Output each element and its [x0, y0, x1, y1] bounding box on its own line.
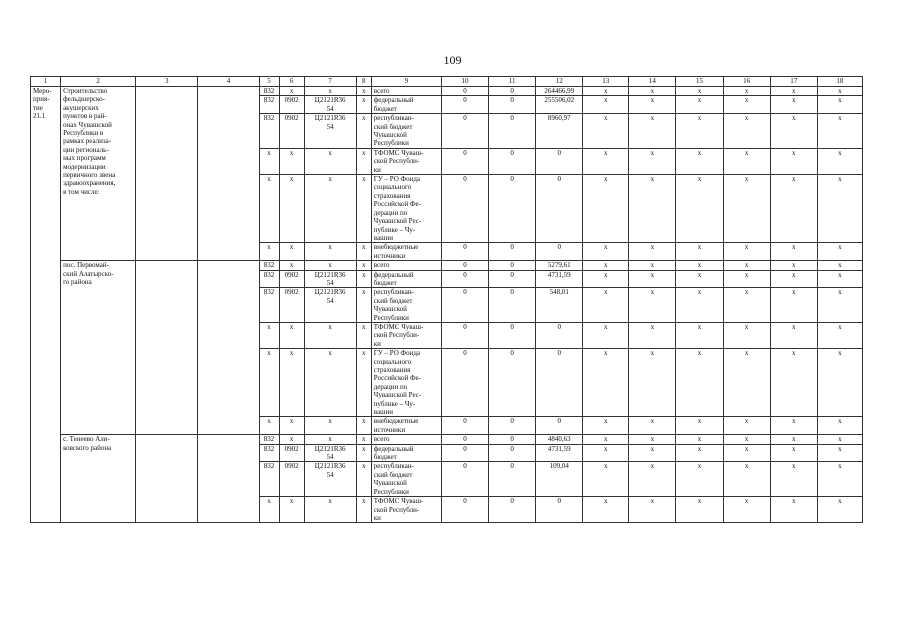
amount-col15-cell: x: [676, 497, 723, 523]
amount-col11-cell: 0: [489, 435, 536, 444]
funding-source-cell: республикан- ский бюджет Чувашской Республики: [371, 288, 441, 323]
funding-source-cell: внебюджетные источники: [371, 417, 441, 435]
column-number-18: 18: [817, 77, 862, 87]
target-article-cell: x: [304, 322, 356, 348]
amount-col18-cell: x: [817, 270, 862, 288]
column-number-1: 1: [31, 77, 61, 87]
amount-col10-cell: 0: [441, 243, 488, 261]
amount-col18-cell: x: [817, 175, 862, 243]
amount-col14-cell: x: [629, 462, 676, 497]
funding-source-cell: федеральный бюджет: [371, 96, 441, 114]
amount-col15-cell: x: [676, 114, 723, 149]
expense-type-cell: x: [356, 444, 371, 462]
amount-col11-cell: 0: [489, 462, 536, 497]
funding-source-cell: всего: [371, 87, 441, 96]
funding-source-cell: ГУ – РО Фонда социального страхования Российской Фе- дерации по Чувашской Рес- публике – Чу- вашии: [371, 175, 441, 243]
amount-col18-cell: x: [817, 243, 862, 261]
target-article-cell: x: [304, 435, 356, 444]
section-cell: x: [279, 87, 304, 96]
amount-col17-cell: x: [770, 175, 817, 243]
funding-source-cell: федеральный бюджет: [371, 270, 441, 288]
amount-col16-cell: x: [723, 270, 770, 288]
table-row: [31, 87, 863, 96]
column-number-9: 9: [371, 77, 441, 87]
amount-col10-cell: 0: [441, 417, 488, 435]
amount-col13-cell: x: [583, 497, 629, 523]
section-cell: x: [279, 175, 304, 243]
amount-col10-cell: 0: [441, 288, 488, 323]
amount-col15-cell: x: [676, 243, 723, 261]
amount-col16-cell: x: [723, 243, 770, 261]
amount-col13-cell: x: [583, 96, 629, 114]
grbs-cell: x: [259, 322, 279, 348]
expense-type-cell: x: [356, 96, 371, 114]
column-number-17: 17: [770, 77, 817, 87]
amount-col12-cell: 0: [536, 322, 583, 348]
amount-col15-cell: x: [676, 148, 723, 174]
amount-col10-cell: 0: [441, 349, 488, 417]
amount-col14-cell: x: [629, 288, 676, 323]
amount-col13-cell: x: [583, 435, 629, 444]
column-number-8: 8: [356, 77, 371, 87]
table-row: [31, 261, 863, 270]
amount-col12-cell: 264466,99: [536, 87, 583, 96]
col3-cell: [136, 435, 198, 523]
amount-col15-cell: x: [676, 288, 723, 323]
amount-col16-cell: x: [723, 462, 770, 497]
amount-col18-cell: x: [817, 96, 862, 114]
amount-col17-cell: x: [770, 96, 817, 114]
grbs-cell: 832: [259, 288, 279, 323]
expense-type-cell: x: [356, 349, 371, 417]
amount-col12-cell: 109,04: [536, 462, 583, 497]
amount-col11-cell: 0: [489, 417, 536, 435]
funding-source-cell: ГУ – РО Фонда социального страхования Российской Фе- дерации по Чувашской Рес- публике – Чу- вашии: [371, 349, 441, 417]
expense-type-cell: x: [356, 175, 371, 243]
target-article-cell: Ц2121R36 54: [304, 444, 356, 462]
section-cell: 0902: [279, 270, 304, 288]
amount-col15-cell: x: [676, 322, 723, 348]
column-number-10: 10: [441, 77, 488, 87]
section-cell: 0902: [279, 288, 304, 323]
amount-col10-cell: 0: [441, 261, 488, 270]
target-article-cell: Ц2121R36 54: [304, 462, 356, 497]
target-article-cell: Ц2121R36 54: [304, 270, 356, 288]
amount-col10-cell: 0: [441, 87, 488, 96]
expense-type-cell: x: [356, 243, 371, 261]
amount-col17-cell: x: [770, 114, 817, 149]
expense-type-cell: x: [356, 87, 371, 96]
amount-col16-cell: x: [723, 444, 770, 462]
amount-col10-cell: 0: [441, 114, 488, 149]
amount-col16-cell: x: [723, 417, 770, 435]
expense-type-cell: x: [356, 417, 371, 435]
amount-col15-cell: x: [676, 96, 723, 114]
amount-col12-cell: 0: [536, 417, 583, 435]
section-cell: x: [279, 349, 304, 417]
amount-col11-cell: 0: [489, 270, 536, 288]
section-cell: 0902: [279, 444, 304, 462]
amount-col16-cell: x: [723, 148, 770, 174]
funding-source-cell: всего: [371, 435, 441, 444]
expense-type-cell: x: [356, 261, 371, 270]
amount-col11-cell: 0: [489, 87, 536, 96]
amount-col14-cell: x: [629, 175, 676, 243]
column-number-11: 11: [489, 77, 536, 87]
amount-col12-cell: 4731,59: [536, 270, 583, 288]
expense-type-cell: x: [356, 148, 371, 174]
target-article-cell: x: [304, 243, 356, 261]
amount-col16-cell: x: [723, 322, 770, 348]
amount-col16-cell: x: [723, 175, 770, 243]
amount-col14-cell: x: [629, 349, 676, 417]
amount-col12-cell: 4840,63: [536, 435, 583, 444]
amount-col12-cell: 548,01: [536, 288, 583, 323]
amount-col11-cell: 0: [489, 288, 536, 323]
amount-col13-cell: x: [583, 261, 629, 270]
amount-col10-cell: 0: [441, 322, 488, 348]
amount-col18-cell: x: [817, 497, 862, 523]
amount-col18-cell: x: [817, 288, 862, 323]
table-header-row: [31, 77, 863, 87]
amount-col13-cell: x: [583, 462, 629, 497]
expense-type-cell: x: [356, 322, 371, 348]
column-number-5: 5: [259, 77, 279, 87]
column-number-6: 6: [279, 77, 304, 87]
amount-col14-cell: x: [629, 261, 676, 270]
amount-col14-cell: x: [629, 243, 676, 261]
amount-col15-cell: x: [676, 261, 723, 270]
amount-col11-cell: 0: [489, 114, 536, 149]
target-article-cell: x: [304, 497, 356, 523]
amount-col13-cell: x: [583, 322, 629, 348]
section-cell: x: [279, 435, 304, 444]
table-row: [31, 435, 863, 444]
amount-col14-cell: x: [629, 444, 676, 462]
grbs-cell: x: [259, 497, 279, 523]
amount-col16-cell: x: [723, 288, 770, 323]
funding-source-cell: республикан- ский бюджет Чувашской Республики: [371, 114, 441, 149]
amount-col16-cell: x: [723, 349, 770, 417]
amount-col17-cell: x: [770, 322, 817, 348]
amount-col18-cell: x: [817, 148, 862, 174]
amount-col11-cell: 0: [489, 148, 536, 174]
section-cell: x: [279, 497, 304, 523]
target-article-cell: x: [304, 87, 356, 96]
amount-col11-cell: 0: [489, 444, 536, 462]
amount-col16-cell: x: [723, 261, 770, 270]
amount-col18-cell: x: [817, 417, 862, 435]
location-cell: с. Тенеево Али- ковского района: [61, 435, 136, 523]
amount-col11-cell: 0: [489, 96, 536, 114]
amount-col13-cell: x: [583, 243, 629, 261]
amount-col13-cell: x: [583, 417, 629, 435]
col3-cell: [136, 261, 198, 435]
amount-col14-cell: x: [629, 270, 676, 288]
amount-col16-cell: x: [723, 96, 770, 114]
grbs-cell: 832: [259, 87, 279, 96]
section-cell: 0902: [279, 462, 304, 497]
grbs-cell: 832: [259, 270, 279, 288]
target-article-cell: Ц2121R36 54: [304, 288, 356, 323]
amount-col17-cell: x: [770, 444, 817, 462]
amount-col10-cell: 0: [441, 148, 488, 174]
page-number: 109: [443, 53, 462, 67]
amount-col15-cell: x: [676, 417, 723, 435]
funding-source-cell: внебюджетные источники: [371, 243, 441, 261]
amount-col17-cell: x: [770, 435, 817, 444]
funding-source-cell: ТФОМС Чуваш- ской Республи- ки: [371, 322, 441, 348]
amount-col13-cell: x: [583, 87, 629, 96]
section-cell: 0902: [279, 96, 304, 114]
amount-col17-cell: x: [770, 497, 817, 523]
target-article-cell: x: [304, 417, 356, 435]
grbs-cell: 832: [259, 462, 279, 497]
section-cell: x: [279, 261, 304, 270]
amount-col15-cell: x: [676, 87, 723, 96]
grbs-cell: x: [259, 175, 279, 243]
target-article-cell: Ц2121R36 54: [304, 96, 356, 114]
expense-type-cell: x: [356, 435, 371, 444]
grbs-cell: 832: [259, 96, 279, 114]
expense-type-cell: x: [356, 497, 371, 523]
amount-col18-cell: x: [817, 444, 862, 462]
amount-col14-cell: x: [629, 87, 676, 96]
activity-code-cell: Меро- прия- тие 21.1: [31, 87, 61, 523]
amount-col14-cell: x: [629, 148, 676, 174]
amount-col13-cell: x: [583, 114, 629, 149]
column-number-4: 4: [198, 77, 259, 87]
column-number-2: 2: [61, 77, 136, 87]
col4-cell: [198, 435, 259, 523]
amount-col10-cell: 0: [441, 96, 488, 114]
amount-col10-cell: 0: [441, 435, 488, 444]
amount-col15-cell: x: [676, 435, 723, 444]
amount-col15-cell: x: [676, 175, 723, 243]
amount-col17-cell: x: [770, 243, 817, 261]
amount-col17-cell: x: [770, 349, 817, 417]
amount-col17-cell: x: [770, 148, 817, 174]
column-number-7: 7: [304, 77, 356, 87]
column-number-16: 16: [723, 77, 770, 87]
target-article-cell: x: [304, 175, 356, 243]
amount-col12-cell: 0: [536, 148, 583, 174]
amount-col16-cell: x: [723, 435, 770, 444]
amount-col12-cell: 5279,61: [536, 261, 583, 270]
expense-type-cell: x: [356, 270, 371, 288]
amount-col12-cell: 0: [536, 175, 583, 243]
grbs-cell: 832: [259, 444, 279, 462]
amount-col10-cell: 0: [441, 462, 488, 497]
amount-col11-cell: 0: [489, 175, 536, 243]
amount-col18-cell: x: [817, 349, 862, 417]
funding-source-cell: федеральный бюджет: [371, 444, 441, 462]
amount-col14-cell: x: [629, 322, 676, 348]
amount-col11-cell: 0: [489, 322, 536, 348]
target-article-cell: x: [304, 261, 356, 270]
amount-col13-cell: x: [583, 175, 629, 243]
amount-col13-cell: x: [583, 148, 629, 174]
col4-cell: [198, 261, 259, 435]
amount-col13-cell: x: [583, 444, 629, 462]
amount-col16-cell: x: [723, 87, 770, 96]
amount-col11-cell: 0: [489, 261, 536, 270]
amount-col17-cell: x: [770, 270, 817, 288]
amount-col14-cell: x: [629, 435, 676, 444]
amount-col17-cell: x: [770, 462, 817, 497]
target-article-cell: Ц2121R36 54: [304, 114, 356, 149]
amount-col14-cell: x: [629, 96, 676, 114]
grbs-cell: x: [259, 417, 279, 435]
budget-table: [30, 76, 863, 523]
section-cell: x: [279, 417, 304, 435]
col4-cell: [198, 87, 259, 261]
amount-col18-cell: x: [817, 87, 862, 96]
funding-source-cell: республикан- ский бюджет Чувашской Республики: [371, 462, 441, 497]
amount-col12-cell: 8960,97: [536, 114, 583, 149]
amount-col15-cell: x: [676, 349, 723, 417]
amount-col18-cell: x: [817, 322, 862, 348]
grbs-cell: x: [259, 243, 279, 261]
col3-cell: [136, 87, 198, 261]
section-cell: x: [279, 322, 304, 348]
expense-type-cell: x: [356, 288, 371, 323]
amount-col11-cell: 0: [489, 497, 536, 523]
amount-col10-cell: 0: [441, 270, 488, 288]
activity-title-cell: Строительство фельдшерско- акушерских пунктов в рай- онах Чувашской Республики в рамках реализа- ции региональ- ных программ модернизации первичного звена здравоохранения, в том числе:: [61, 87, 136, 261]
amount-col18-cell: x: [817, 435, 862, 444]
amount-col13-cell: x: [583, 288, 629, 323]
amount-col11-cell: 0: [489, 349, 536, 417]
column-number-15: 15: [676, 77, 723, 87]
amount-col18-cell: x: [817, 261, 862, 270]
column-number-12: 12: [536, 77, 583, 87]
grbs-cell: x: [259, 349, 279, 417]
column-number-13: 13: [583, 77, 629, 87]
amount-col13-cell: x: [583, 349, 629, 417]
funding-source-cell: ТФОМС Чуваш- ской Республи- ки: [371, 497, 441, 523]
amount-col10-cell: 0: [441, 175, 488, 243]
expense-type-cell: x: [356, 462, 371, 497]
amount-col12-cell: 0: [536, 349, 583, 417]
amount-col16-cell: x: [723, 114, 770, 149]
location-cell: пос. Первомай- ский Алатырско- го района: [61, 261, 136, 435]
amount-col14-cell: x: [629, 497, 676, 523]
amount-col18-cell: x: [817, 114, 862, 149]
amount-col15-cell: x: [676, 462, 723, 497]
funding-source-cell: всего: [371, 261, 441, 270]
section-cell: 0902: [279, 114, 304, 149]
amount-col17-cell: x: [770, 261, 817, 270]
amount-col12-cell: 255506,02: [536, 96, 583, 114]
amount-col10-cell: 0: [441, 497, 488, 523]
grbs-cell: 832: [259, 435, 279, 444]
amount-col15-cell: x: [676, 270, 723, 288]
section-cell: x: [279, 243, 304, 261]
amount-col12-cell: 0: [536, 243, 583, 261]
amount-col14-cell: x: [629, 114, 676, 149]
amount-col13-cell: x: [583, 270, 629, 288]
amount-col16-cell: x: [723, 497, 770, 523]
amount-col11-cell: 0: [489, 243, 536, 261]
amount-col12-cell: 4731,59: [536, 444, 583, 462]
amount-col12-cell: 0: [536, 497, 583, 523]
amount-col10-cell: 0: [441, 444, 488, 462]
amount-col18-cell: x: [817, 462, 862, 497]
grbs-cell: x: [259, 148, 279, 174]
amount-col17-cell: x: [770, 87, 817, 96]
target-article-cell: x: [304, 349, 356, 417]
amount-col17-cell: x: [770, 288, 817, 323]
amount-col15-cell: x: [676, 444, 723, 462]
amount-col17-cell: x: [770, 417, 817, 435]
grbs-cell: 832: [259, 261, 279, 270]
funding-source-cell: ТФОМС Чуваш- ской Республи- ки: [371, 148, 441, 174]
column-number-14: 14: [629, 77, 676, 87]
target-article-cell: x: [304, 148, 356, 174]
expense-type-cell: x: [356, 114, 371, 149]
column-number-3: 3: [136, 77, 198, 87]
amount-col14-cell: x: [629, 417, 676, 435]
grbs-cell: 832: [259, 114, 279, 149]
section-cell: x: [279, 148, 304, 174]
